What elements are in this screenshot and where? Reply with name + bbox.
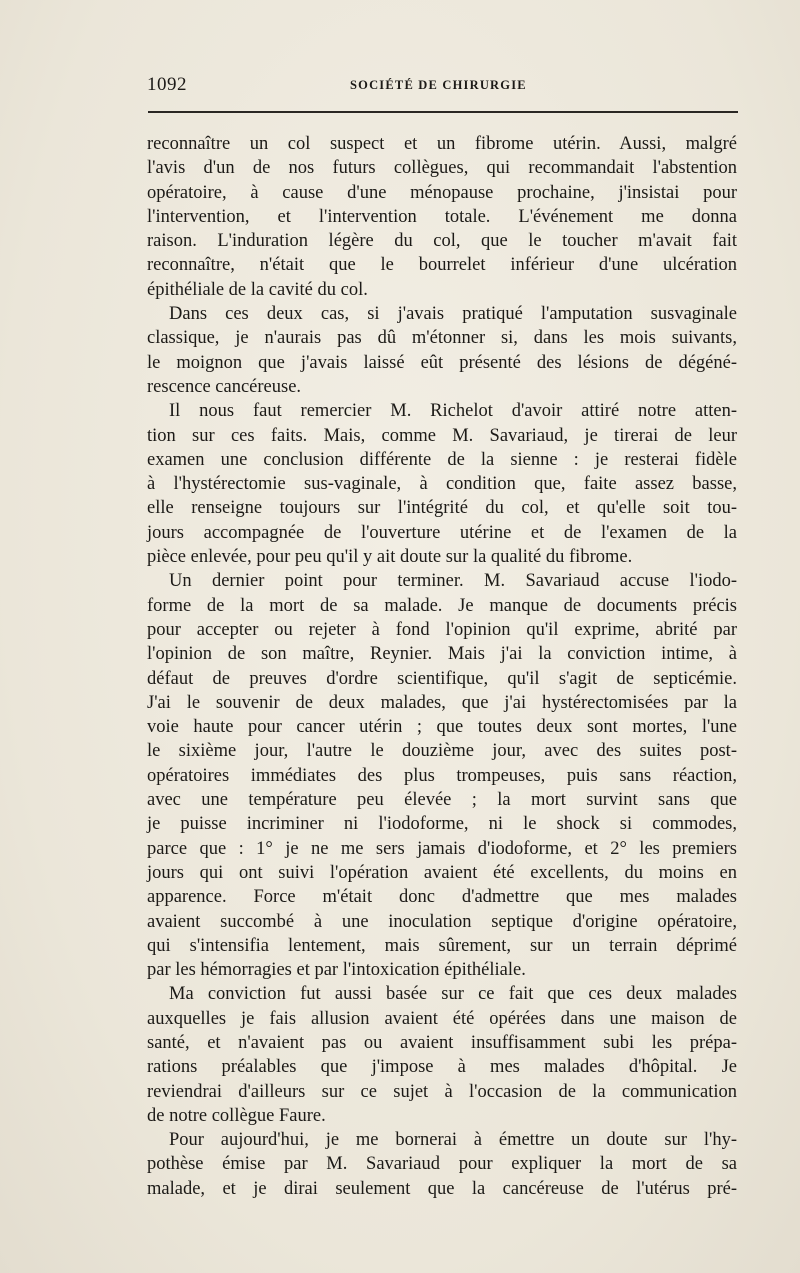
text-line: par les hémorragies et par l'intoxication épithéliale. <box>147 960 526 981</box>
text-line: rations préalables que j'impose à mes malades d'hôpital. Je <box>147 1057 737 1078</box>
text-line: avec une température peu élevée ; la mort survint sans que <box>147 790 737 811</box>
text-line: qui s'intensifia lentement, mais sûrement, sur un terrain déprimé <box>147 935 737 956</box>
text-line: l'intervention, et l'intervention totale. L'événement me donna <box>147 206 737 227</box>
text-line: J'ai le souvenir de deux malades, que j'ai hystérectomisées par la <box>147 692 737 713</box>
text-line: pour accepter ou rejeter à fond l'opinion qu'il exprime, abrité par <box>147 619 737 640</box>
text-line: je puisse incriminer ni l'iodoforme, ni le shock si commodes, <box>147 814 737 835</box>
text-line: reviendrai d'ailleurs sur ce sujet à l'occasion de la communication <box>147 1081 737 1102</box>
text-line: l'avis d'un de nos futurs collègues, qui recommandait l'abstention <box>147 158 737 179</box>
page-header <box>147 72 737 102</box>
text-line: elle renseigne toujours sur l'intégrité du col, et qu'elle soit tou- <box>147 498 737 519</box>
text-line: malade, et je dirai seulement que la cancéreuse de l'utérus pré- <box>147 1178 737 1199</box>
text-line: raison. L'induration légère du col, que le toucher m'avait fait <box>147 231 737 252</box>
text-line: pothèse émise par M. Savariaud pour expliquer la mort de sa <box>147 1154 737 1175</box>
text-line: opératoire, à cause d'une ménopause prochaine, j'insistai pour <box>147 182 737 203</box>
text-line: le moignon que j'avais laissé eût présenté des lésions de dégéné- <box>147 352 737 373</box>
text-line: Dans ces deux cas, si j'avais pratiqué l'amputation susvaginale <box>169 304 737 325</box>
text-line: forme de la mort de sa malade. Je manque de documents précis <box>147 595 737 616</box>
text-line: santé, et n'avaient pas ou avaient insuffisamment subi les prépa- <box>147 1032 737 1053</box>
text-line: épithéliale de la cavité du col. <box>147 279 368 300</box>
text-line: de notre collègue Faure. <box>147 1105 326 1126</box>
header-rule <box>148 111 738 113</box>
text-line: l'opinion de son maître, Reynier. Mais j'ai la conviction intime, à <box>147 644 737 665</box>
text-line: avaient succombé à une inoculation septique d'origine opératoire, <box>147 911 737 932</box>
text-line: examen une conclusion différente de la sienne : je resterai fidèle <box>147 449 737 470</box>
text-line: Il nous faut remercier M. Richelot d'avoir attiré notre atten- <box>169 401 737 422</box>
text-line: reconnaître, n'était que le bourrelet inférieur d'une ulcération <box>147 255 737 276</box>
text-line: jours qui ont suivi l'opération avaient été excellents, du moins en <box>147 862 737 883</box>
text-line: Pour aujourd'hui, je me bornerai à émettre un doute sur l'hy- <box>169 1130 737 1151</box>
text-line: défaut de preuves d'ordre scientifique, qu'il s'agit de septicémie. <box>147 668 737 689</box>
text-line: Ma conviction fut aussi basée sur ce fait que ces deux malades <box>169 984 737 1005</box>
text-line: opératoires immédiates des plus trompeuses, puis sans réaction, <box>147 765 737 786</box>
text-line: parce que : 1° je ne me sers jamais d'iodoforme, et 2° les premiers <box>147 838 737 859</box>
text-line: voie haute pour cancer utérin ; que toutes deux sont mortes, l'une <box>147 717 737 738</box>
body-text <box>147 132 737 1201</box>
page-number: 1092 <box>147 74 187 95</box>
text-line: apparence. Force m'était donc d'admettre que mes malades <box>147 887 737 908</box>
text-line: Un dernier point pour terminer. M. Savariaud accuse l'iodo- <box>169 571 737 592</box>
text-line: le sixième jour, l'autre le douzième jour, avec des suites post- <box>147 741 737 762</box>
text-line: tion sur ces faits. Mais, comme M. Savariaud, je tirerai de leur <box>147 425 737 446</box>
text-line: à l'hystérectomie sus-vaginale, à condition que, faite assez basse, <box>147 474 737 495</box>
text-line: reconnaître un col suspect et un fibrome utérin. Aussi, malgré <box>147 134 737 154</box>
text-line: jours accompagnée de l'ouverture utérine et de l'examen de la <box>147 522 737 543</box>
running-head: SOCIÉTÉ DE CHIRURGIE <box>350 78 527 92</box>
text-line: auxquelles je fais allusion avaient été opérées dans une maison de <box>147 1008 737 1029</box>
text-line: rescence cancéreuse. <box>147 376 302 397</box>
text-line: classique, je n'aurais pas dû m'étonner si, dans les mois suivants, <box>147 328 737 349</box>
text-line: pièce enlevée, pour peu qu'il y ait doute sur la qualité du fibrome. <box>147 547 633 568</box>
